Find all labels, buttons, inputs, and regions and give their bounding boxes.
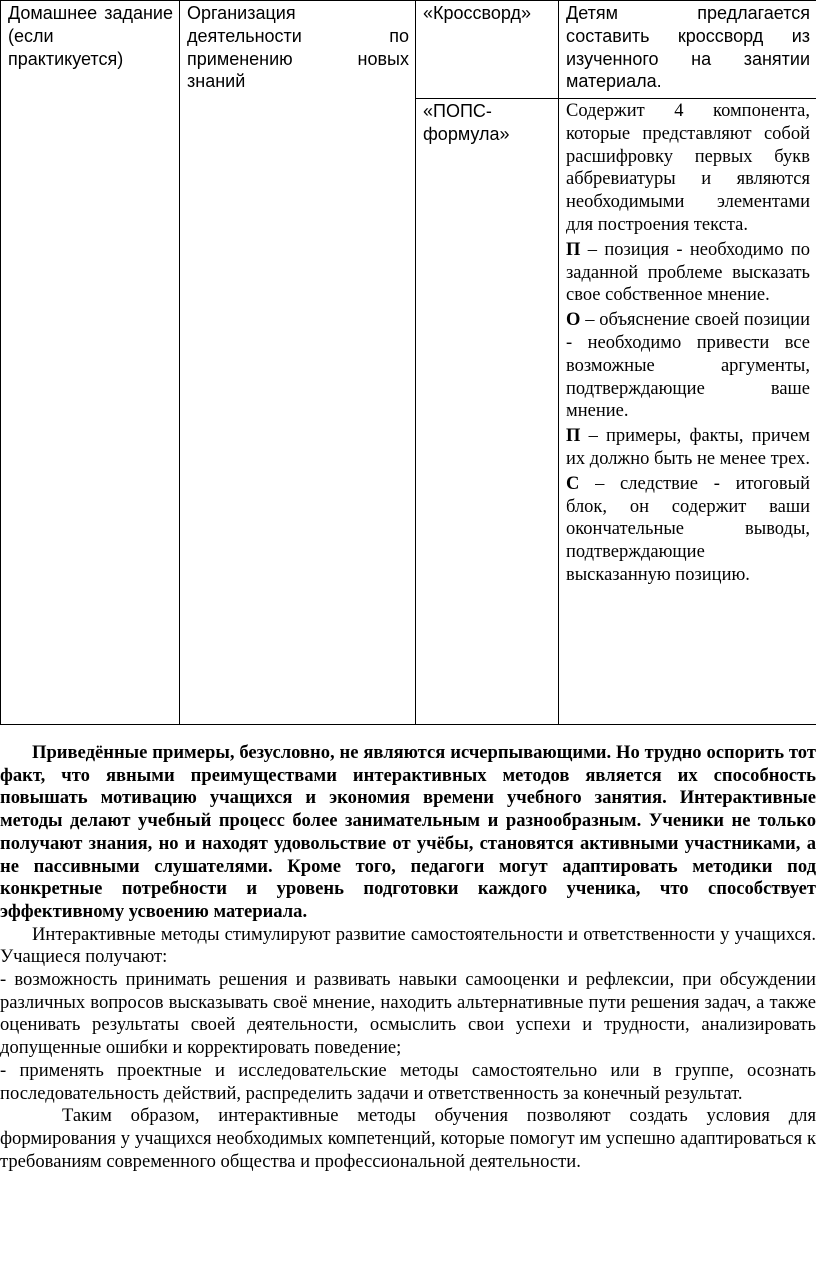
list-item <box>566 473 810 587</box>
paragraph: Интерактивные методы стимулируют развитие самостоятельности и ответственности у учащихся. Учащиеся получают: <box>0 923 816 968</box>
paragraph: - возможность принимать решения и развивать навыки самооценки и рефлексии, при обсуждении различных вопросов высказывать своё мнение, находить альтернативные пути решения задач, а также оценивать результаты своей деятельности, осмыслить свои успехи и трудности, анализировать допущенные ошибки и корректировать поведение; <box>0 969 816 1059</box>
item-letter: О <box>566 310 581 331</box>
list-item <box>566 425 810 471</box>
item-text: – следствие - итоговый блок, он содержит ваши окончательные выводы, подтверждающие высказанную позицию. <box>566 473 810 585</box>
list-item <box>566 309 810 423</box>
paragraph: Таким образом, интерактивные методы обучения позволяют создать условия для формирования у учащихся необходимых компетенций, которые помогут им успешно адаптироваться к требованиям современного общества и профессиональной деятельности. <box>0 1105 816 1172</box>
description-cell <box>559 99 816 725</box>
item-text: – примеры, факты, причем их должно быть не менее трех. <box>566 426 810 469</box>
item-text: – позиция - необходимо по заданной проблеме высказать свое собственное мнение. <box>566 239 810 306</box>
item-text: – объяснение своей позиции - необходимо привести все возможные аргументы, подтверждающие ваше мнение. <box>566 310 810 422</box>
item-letter: П <box>566 239 581 260</box>
item-letter: П <box>566 426 581 447</box>
method-cell: «Кроссворд» <box>416 1 559 99</box>
paragraph: Приведённые примеры, безусловно, не являются исчерпывающими. Но трудно оспорить тот факт, что явными преимуществами интерактивных методов является их способность повышать мотивацию учащихся и экономия времени учебного занятия. Интерактивные методы делают учебный процесс более занимательным и разнообразным. Ученики не только получают знания, но и находят удовольствие от учёбы, становятся активными участниками, а не пассивными слушателями. Кроме того, педагоги могут адаптировать методики под конкретные потребности и уровень подготовки каждого ученика, что способствует эффективному усвоению материала. <box>0 742 816 922</box>
paragraph: - применять проектные и исследовательские методы самостоятельно или в группе, осознать последовательность действий, распределить задачи и ответственность за конечный результат. <box>0 1059 816 1104</box>
list-item <box>566 239 810 307</box>
item-letter: С <box>566 473 580 494</box>
stage-cell: Домашнее задание (если практикуется) <box>1 1 180 725</box>
table-row <box>1 1 816 99</box>
description-cell: Детям предлагается составить кроссворд из изученного на занятии материала. <box>559 1 816 99</box>
activity-cell: Организация деятельности по применению новых знаний <box>180 1 416 725</box>
body-text <box>0 742 816 1173</box>
description-intro: Содержит 4 компонента, которые представляют собой расшифровку первых букв аббревиатуры и являются необходимыми элементами для построения текста. <box>566 101 810 235</box>
method-cell: «ПОПС-формула» <box>416 99 559 725</box>
